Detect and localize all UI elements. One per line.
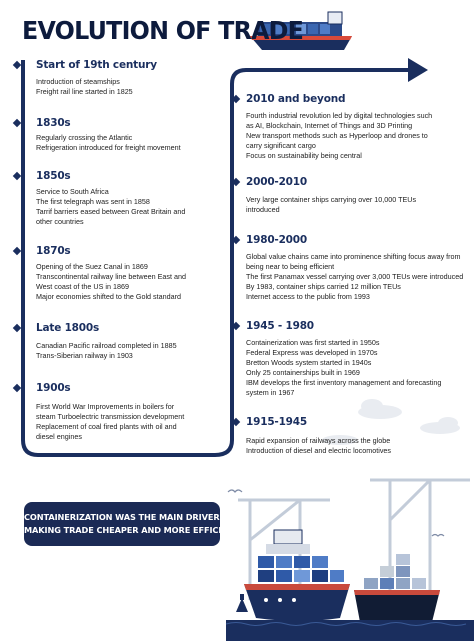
era-details <box>246 195 416 215</box>
era-detail-line: other countries <box>36 217 84 226</box>
era-detail-line: Tarrif barriers eased between Great Britain and <box>36 207 186 216</box>
era-heading: Start of 19th century <box>36 59 157 71</box>
era-detail-line: Introduction of diesel and electric locomotives <box>246 446 392 455</box>
era-detail-line: The first Panamax vessel carrying over 3,000 TEUs were introduced <box>246 272 464 281</box>
era-detail-line: New transport methods such as Hyperloop and drones to <box>246 131 428 140</box>
era-detail-line: Canadian Pacific railroad completed in 1885 <box>36 341 177 350</box>
era-heading: 2000-2010 <box>246 176 308 188</box>
era-detail-line: introduced <box>246 205 280 214</box>
era-detail-line: Fourth industrial revolution led by digital technologies such <box>246 111 433 120</box>
era-details <box>36 187 185 227</box>
era-heading: 1870s <box>36 245 71 257</box>
era-heading: 1945 - 1980 <box>246 320 314 332</box>
era-heading: 1980-2000 <box>246 234 308 246</box>
cargo-ship-icon <box>244 530 350 621</box>
era-details <box>246 111 432 161</box>
era-detail-line: steam Turboelectric transmission development <box>36 412 185 421</box>
era-detail-line: system in 1967 <box>246 388 295 397</box>
era-detail-line: First World War Improvements in boilers for <box>36 402 175 411</box>
era-detail-line: Transcontinental railway line between East and <box>36 272 186 281</box>
era-detail-line: Federal Express was developed in 1970s <box>246 348 378 357</box>
era-detail-line: carry significant cargo <box>246 141 316 150</box>
era-details <box>246 252 463 302</box>
era-details <box>36 77 133 97</box>
era-detail-line: Very large container ships carrying over 10,000 TEUs <box>246 195 417 204</box>
era-detail-line: as AI, Blockchain, Internet of Things and 3D Printing <box>246 121 413 130</box>
era-detail-line: Trans-Siberian railway in 1903 <box>36 351 133 360</box>
era-details <box>246 338 441 398</box>
cargo-ship-icon <box>354 554 440 622</box>
era-detail-line: Opening of the Suez Canal in 1869 <box>36 262 148 271</box>
era-detail-line: diesel engines <box>36 432 82 441</box>
era-heading: Late 1800s <box>36 322 100 334</box>
page-title: EVOLUTION OF TRADE <box>22 16 304 45</box>
era-details <box>36 133 181 153</box>
era-detail-line: Rapid expansion of railways across the globe <box>246 436 391 445</box>
timeline-arrow-icon <box>408 58 428 82</box>
era-heading: 1915-1945 <box>246 416 308 428</box>
era-detail-line: Focus on sustainability being central <box>246 151 362 160</box>
era-detail-line: Regularly crossing the Atlantic <box>36 133 133 142</box>
era-detail-line: By 1983, container ships carried 12 million TEUs <box>246 282 401 291</box>
era-detail-line: Global value chains came into prominence shifting focus away from <box>246 252 461 261</box>
era-heading: 1900s <box>36 382 71 394</box>
key-message-banner <box>24 502 240 546</box>
buoy-icon <box>236 594 248 612</box>
era-detail-line: Refrigeration introduced for freight movement <box>36 143 181 152</box>
era-detail-line: West coast of the US in 1869 <box>36 282 129 291</box>
era-detail-line: Service to South Africa <box>36 187 109 196</box>
era-detail-line: Major economies shifted to the Gold standard <box>36 292 182 301</box>
era-detail-line: Containerization was first started in 1950s <box>246 338 380 347</box>
era-details <box>36 402 184 442</box>
era-detail-line: Internet access to the public from 1993 <box>246 292 370 301</box>
era-detail-line: Introduction of steamships <box>36 77 120 86</box>
era-detail-line: Replacement of coal fired plants with oil and <box>36 422 177 431</box>
banner-line: CONTAINERIZATION WAS THE MAIN DRIVER IN <box>24 512 232 522</box>
era-detail-line: The first telegraph was sent in 1858 <box>36 197 150 206</box>
era-detail-line: Bretton Woods system started in 1940s <box>246 358 372 367</box>
era-heading: 2010 and beyond <box>246 93 346 105</box>
era-details <box>36 341 177 361</box>
era-heading: 1850s <box>36 170 71 182</box>
era-detail-line: being near to being efficient <box>246 262 335 271</box>
era-details <box>36 262 186 302</box>
era-heading: 1830s <box>36 117 71 129</box>
banner-line: MAKING TRADE CHEAPER AND MORE EFFICIENT <box>24 525 240 535</box>
era-detail-line: Freight rail line started in 1825 <box>36 87 133 96</box>
era-detail-line: Only 25 containerships built in 1969 <box>246 368 360 377</box>
era-details <box>246 436 391 456</box>
era-detail-line: IBM develops the first inventory management and forecasting <box>246 378 442 387</box>
